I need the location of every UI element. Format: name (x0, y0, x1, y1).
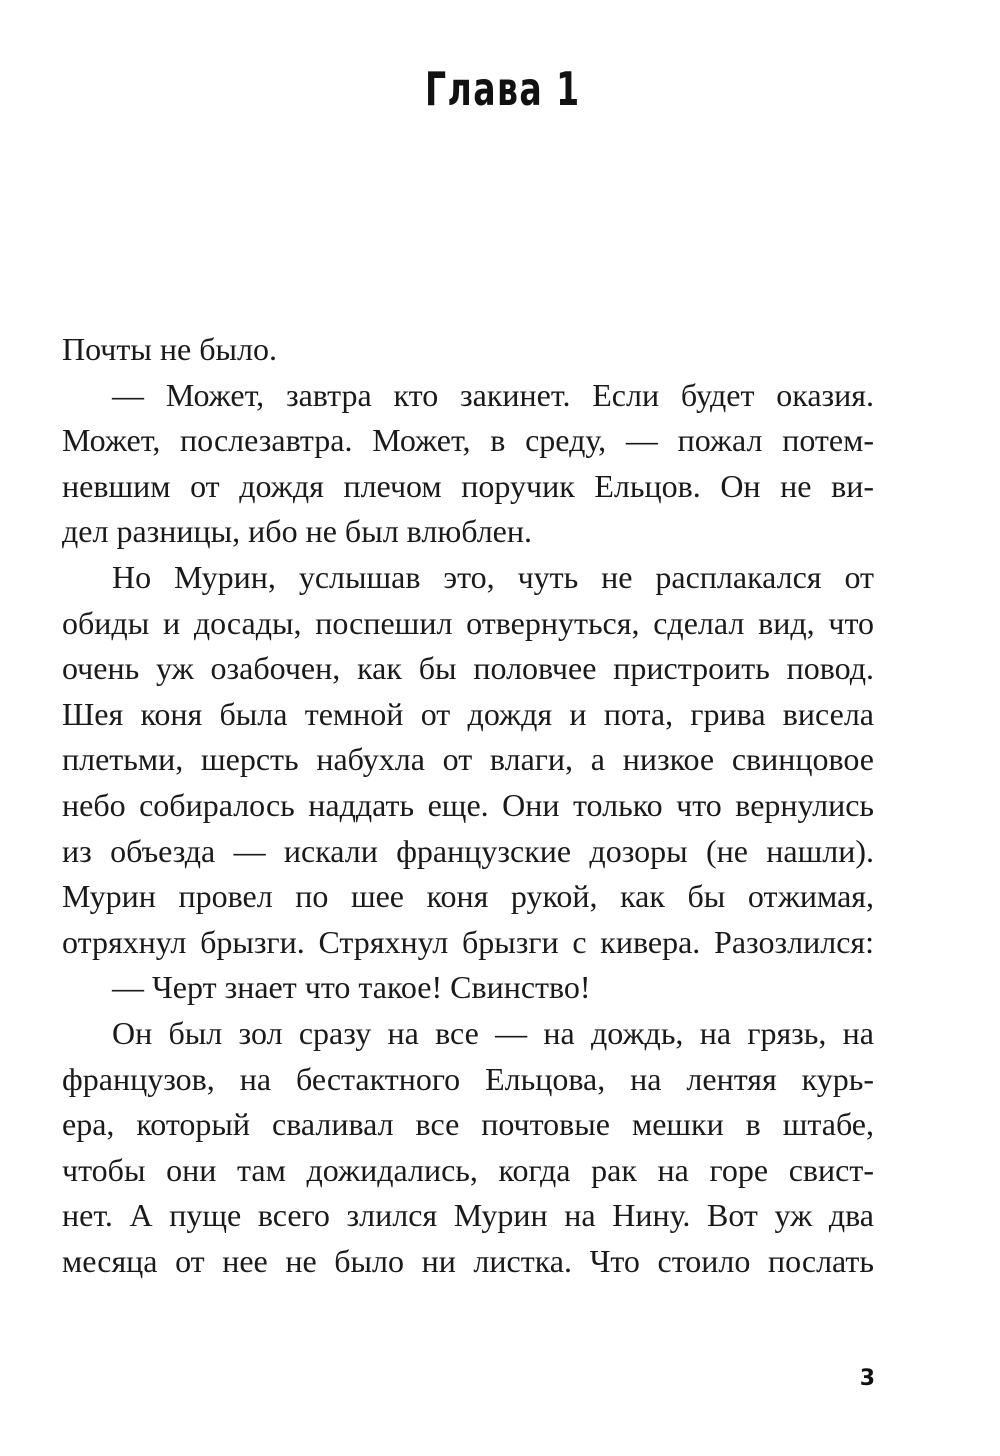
page-number: 3 (859, 1366, 875, 1391)
text-line: очень уж озабочен, как бы половчее пристроить повод. (62, 650, 874, 687)
text-line: небо собиралось наддать еще. Они только что вернулись (62, 786, 874, 823)
text-line: месяца от нее не было ни листка. Что стоило послать (62, 1242, 874, 1279)
text-line: невшим от дождя плечом поручик Ельцов. Он не ви- (62, 467, 874, 504)
chapter-title: Глава 1 (424, 62, 581, 116)
text-line: плетьми, шерсть набухла от влаги, а низкое свинцовое (62, 741, 874, 778)
text-line: Он был зол сразу на все — на дождь, на грязь, на (112, 1014, 874, 1051)
text-line: дел разницы, ибо не был влюблен. (62, 513, 532, 550)
text-line: чтобы они там дожидались, когда рак на горе свист- (62, 1151, 874, 1188)
body-text (62, 327, 874, 1284)
text-line: Шея коня была темной от дождя и пота, грива висела (62, 695, 874, 732)
text-line: Мурин провел по шее коня рукой, как бы отжимая, (62, 878, 874, 915)
text-line: Может, послезавтра. Может, в среду, — пожал потем- (62, 422, 874, 459)
text-line: ера, который сваливал все почтовые мешки в штабе, (62, 1106, 874, 1143)
text-line: французов, на бестактного Ельцова, на лентяя курь- (62, 1060, 874, 1097)
text-line: обиды и досады, поспешил отвернуться, сделал вид, что (62, 604, 874, 641)
text-line: Почты не было. (62, 331, 277, 367)
text-line: из объезда — искали французские дозоры (не нашли). (62, 832, 874, 869)
text-line: — Может, завтра кто закинет. Если будет оказия. (112, 376, 874, 413)
text-line: отряхнул брызги. Стряхнул брызги с кивера. Разозлился: (62, 923, 874, 960)
text-line: — Черт знает что такое! Свинство! (112, 969, 591, 1006)
text-line: нет. А пуще всего злился Мурин на Нину. Вот уж два (62, 1197, 874, 1234)
text-line: Но Мурин, услышав это, чуть не расплакался от (112, 558, 874, 595)
